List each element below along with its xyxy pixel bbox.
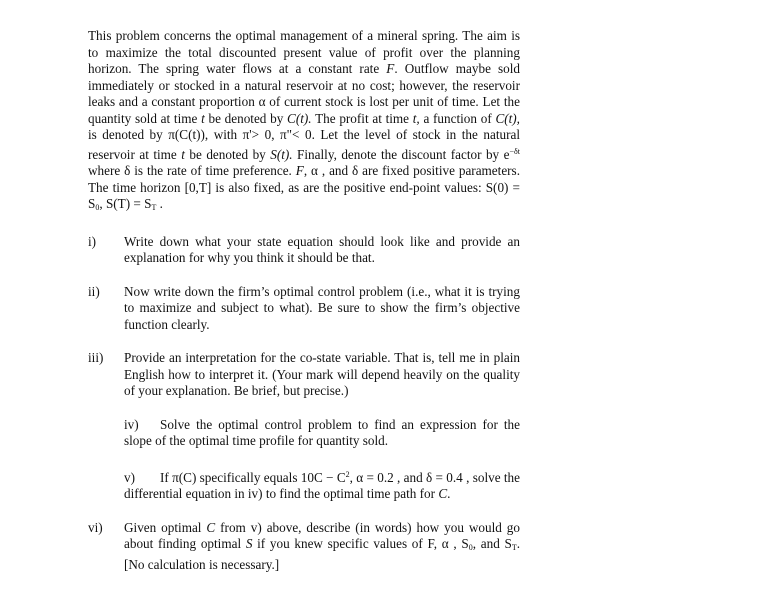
question-text: Given optimal (124, 519, 207, 535)
exponent: −δt (509, 146, 520, 156)
intro-text: is denoted by π(C(t)), with π'> 0, π"< 0. Let the level of stock in the natural reservoir at time (88, 127, 520, 162)
question-text: , α = 0.2 , and δ = 0.4 , solve the differential equation in iv) to find the optimal time path for (124, 469, 520, 501)
intro-text: . (156, 196, 163, 211)
question-number: iv) (124, 416, 139, 432)
question-v (88, 467, 520, 503)
superscript: 2 (345, 469, 350, 479)
question-body (124, 417, 520, 450)
question-text: Now write down the firm’s optimal control problem (i.e., what it is trying to maximize and subject to what). Be sure to show the firm’s objective function clearly. (124, 283, 520, 332)
question-number: vi) (88, 519, 103, 535)
question-text: Solve the optimal control problem to find an expression for the slope of the optimal time profile for quantity sold. (124, 416, 520, 448)
var-t: t (181, 146, 185, 162)
intro-text: be denoted by (204, 110, 288, 126)
question-text: , and S (472, 536, 512, 551)
question-number: iii) (88, 350, 104, 365)
var-F: F (295, 163, 304, 178)
intro-text: where δ is the rate of time preference. (88, 163, 296, 178)
var-Ct: C(t), (495, 110, 520, 126)
intro-text: a function of (419, 110, 496, 126)
var-F: F (386, 61, 395, 76)
var-Ct: C(t). (287, 110, 312, 126)
question-number: v) (124, 469, 135, 485)
intro-text: , α , and δ are fixed positive parameters. The time horizon [0,T] is also fixed, as are the positive end-point values: S(0) = S (88, 163, 520, 211)
intro-text: The profit at time (311, 110, 413, 126)
question-i (88, 234, 520, 267)
problem-document (88, 28, 520, 573)
question-text: if you knew specific values of F, α , S (252, 536, 469, 551)
subscript: 0 (468, 543, 473, 552)
question-body (124, 467, 520, 503)
intro-text: This problem concerns the optimal management of a mineral spring. The aim is to maximize the total discounted present value of profit over the planning horizon. The spring water flows at a constant rate (88, 28, 520, 76)
var-t: t (201, 110, 205, 126)
question-vi (88, 520, 520, 574)
intro-text: Finally, denote the discount factor by e (292, 146, 510, 162)
var-t: t, (412, 110, 420, 126)
subscript: T (511, 543, 517, 552)
question-ii (88, 284, 520, 334)
question-number: i) (88, 233, 97, 249)
var-C: C (206, 519, 216, 535)
question-text: Provide an interpretation for the co-state variable. That is, tell me in plain English how to interpret it. (Your mark will depend heavily on the quality of your explanation. Be brief, but precise.) (124, 350, 520, 398)
question-body (124, 520, 520, 574)
subscript: T (151, 203, 157, 212)
subscript: 0 (95, 203, 100, 212)
var-S: S (245, 536, 253, 551)
intro-text: , S(T) = S (99, 196, 152, 211)
var-C: C (438, 486, 448, 501)
var-St: S(t). (270, 146, 293, 162)
question-text: If π(C) specifically equals 10C − C (160, 469, 346, 485)
question-iii (88, 350, 520, 400)
question-text: from v) above, describe (in words) how you would go about finding optimal (124, 519, 520, 551)
intro-text: be denoted by (184, 146, 271, 162)
question-number: ii) (88, 283, 100, 299)
question-text: . (447, 486, 451, 501)
question-text: . [No calculation is necessary.] (124, 536, 521, 572)
question-iv (88, 417, 520, 450)
intro-text: . Outflow maybe sold immediately or stocked in a natural reservoir at no cost; however, the reservoir leaks and a constant proportion α of current stock is lost per unit of time. Let the quantity sold at time (88, 61, 520, 126)
question-text: Write down what your state equation should look like and provide an explanation for why you think it should be that. (124, 233, 520, 265)
problem-intro (88, 28, 520, 217)
